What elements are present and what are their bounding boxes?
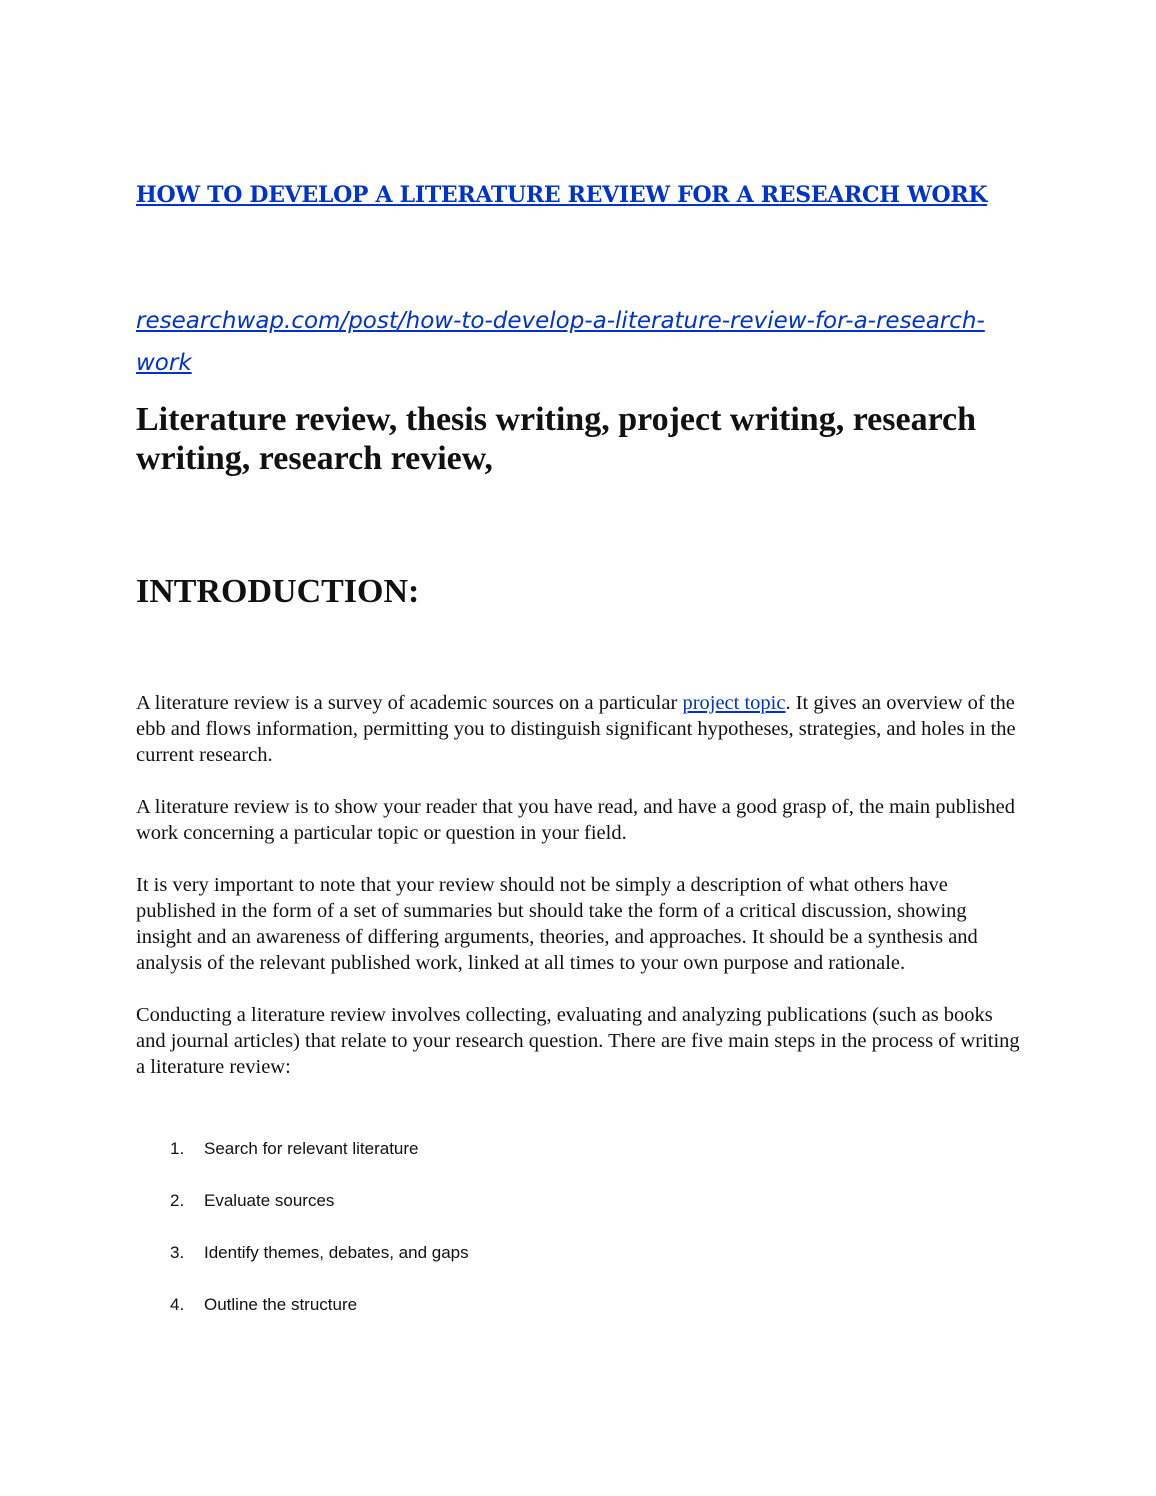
list-item-number: 3. xyxy=(170,1243,185,1262)
steps-list xyxy=(170,1136,469,1344)
list-item xyxy=(170,1292,469,1344)
paragraph-2: A literature review is to show your reader that you have read, and have a good grasp of, the main published work concerning a particular topic or question in your field. xyxy=(136,796,1015,844)
introduction-heading: INTRODUCTION: xyxy=(136,573,420,610)
paragraph-3: It is very important to note that your review should not be simply a description of what others have published in the form of a set of summaries but should take the form of a critical discussion, showing insight and an awareness of differing arguments, theories, and approaches. It should be a synthesis and analysis of the relevant published work, linked at all times to your own purpose and rationale. xyxy=(136,874,978,974)
list-item xyxy=(170,1136,469,1188)
keywords-heading: Literature review, thesis writing, project writing, research writing, research review, xyxy=(136,401,977,477)
list-item xyxy=(170,1188,469,1240)
paragraph-1-text-before: A literature review is a survey of academic sources on a particular xyxy=(136,692,683,714)
project-topic-link[interactable]: project topic xyxy=(682,692,786,714)
list-item-text: Outline the structure xyxy=(204,1295,358,1314)
body-text xyxy=(136,690,1026,1106)
title-link[interactable]: HOW TO DEVELOP A LITERATURE REVIEW FOR A RESEARCH WORK xyxy=(136,182,988,208)
list-item-number: 1. xyxy=(170,1139,185,1158)
list-item-number: 2. xyxy=(170,1191,185,1210)
paragraph-1 xyxy=(136,690,1026,768)
list-item-text: Search for relevant literature xyxy=(204,1139,419,1158)
paragraph-4: Conducting a literature review involves collecting, evaluating and analyzing publications (such as books and journal articles) that relate to your research question. There are five main steps in the process of writing a literature review: xyxy=(136,1004,1020,1078)
paragraph-1-text-after: . It gives an overview of the ebb and flows information, permitting you to distinguish significant hypotheses, strategies, and holes in the current research. xyxy=(136,692,1016,766)
list-item xyxy=(170,1240,469,1292)
list-item-number: 4. xyxy=(170,1295,185,1314)
list-item-text: Evaluate sources xyxy=(204,1191,335,1210)
list-item-text: Identify themes, debates, and gaps xyxy=(204,1243,469,1262)
source-url-link[interactable]: researchwap.com/post/how-to-develop-a-literature-review-for-a-research-work xyxy=(136,308,985,376)
